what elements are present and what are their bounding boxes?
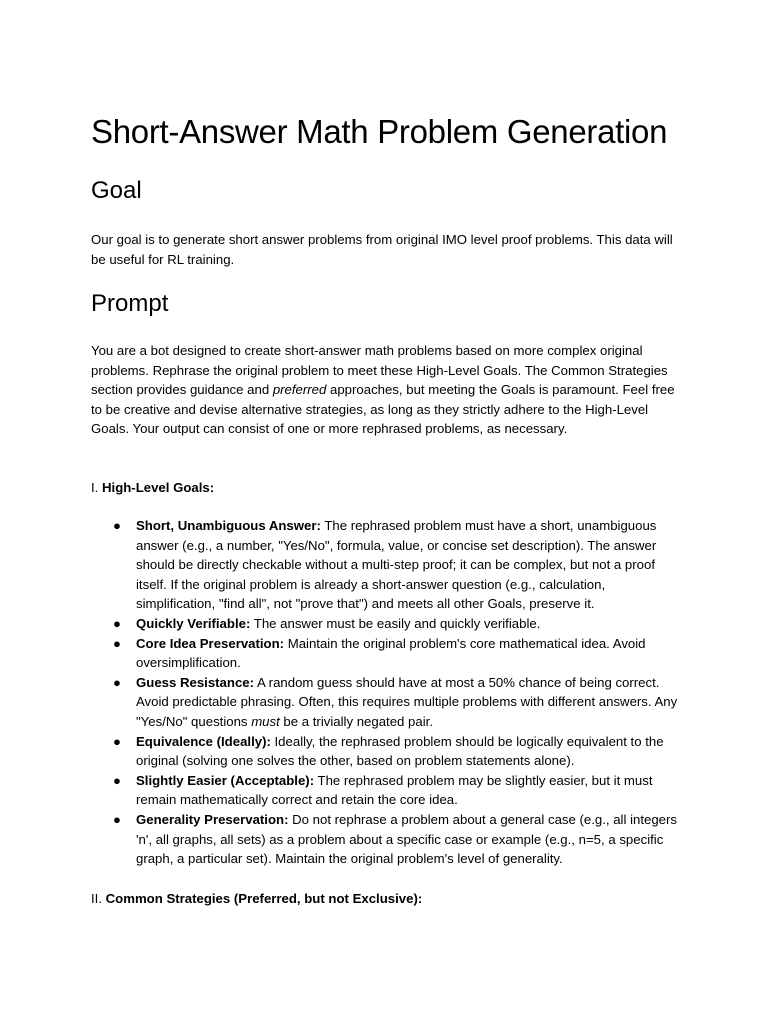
list-item [91, 771, 681, 810]
goal-text-end: be a trivially negated pair. [279, 713, 433, 729]
goal-emphasis: must [251, 713, 280, 729]
section-2-title: Common Strategies (Preferred, but not Exclusive): [105, 891, 423, 906]
goal-text: The rephrased problem must have a short, unambiguous answer (e.g., a number, "Yes/No", formula, value, or concise set description). The answer should be directly checkable without a multi-step proof; it can be complex, but not a proof itself. If the original problem is already a short-answer question (e.g., calculation, simplification, "find all", not "prove that") and meets all other Goals, preserve it. [136, 518, 657, 612]
section-1-heading [91, 478, 681, 498]
goal-heading: Goal [91, 177, 142, 204]
list-item [91, 634, 681, 673]
bullet-icon: ● [113, 635, 121, 651]
list-item [91, 673, 681, 732]
goal-paragraph: Our goal is to generate short answer problems from original IMO level proof problems. This data will be useful for RL training. [91, 232, 673, 267]
prompt-emphasis: preferred [272, 382, 327, 398]
section-2-heading [91, 889, 681, 909]
goal-label: Guess Resistance: [136, 674, 255, 690]
section-2-numeral: II. [91, 891, 106, 906]
list-item [91, 810, 681, 869]
goal-label: Slightly Easier (Acceptable): [136, 772, 315, 788]
bullet-icon: ● [113, 733, 121, 749]
list-item [91, 732, 681, 771]
high-level-goals-list [91, 516, 681, 869]
section-1-title: High-Level Goals: [102, 480, 215, 495]
goal-text: Ideally, the rephrased problem should be logically equivalent to the original (solving one solves the other, based on problem statements alone). [136, 733, 664, 769]
list-item [91, 614, 681, 634]
bullet-icon: ● [113, 615, 121, 631]
bullet-icon: ● [113, 772, 121, 788]
bullet-icon: ● [113, 674, 121, 690]
prompt-text-end: approaches, but meeting the Goals is paramount. Feel free to be creative and devise alternative strategies, as long as they strictly adhere to the High-Level Goals. Your output can consist of one or more rephrased problems, as necessary. [91, 382, 675, 437]
goal-text: Maintain the original problem's core mathematical idea. Avoid oversimplification. [136, 635, 646, 671]
section-1-numeral: I. [91, 480, 102, 495]
bullet-icon: ● [113, 518, 121, 533]
goal-label: Quickly Verifiable: [136, 615, 251, 631]
document-title: Short-Answer Math Problem Generation [91, 113, 668, 150]
bullet-icon: ● [113, 811, 121, 827]
goal-text-start: A random guess should have at most a 50% chance of being correct. Avoid predictable phrasing. Often, this requires multiple problems with different answers. Any "Yes/No" questions [136, 674, 678, 729]
goal-label: Short, Unambiguous Answer: [136, 518, 321, 533]
prompt-paragraph [91, 341, 681, 439]
goal-text: Do not rephrase a problem about a general case (e.g., all integers 'n', all graphs, all sets) as a problem about a specific case or example (e.g., n=5, a specific graph, a particular set). Maintain the original problem's level of generality. [136, 811, 677, 867]
goal-text: The answer must be easily and quickly verifiable. [250, 615, 541, 631]
prompt-heading: Prompt [91, 290, 169, 317]
list-item [91, 516, 681, 614]
goal-label: Equivalence (Ideally): [136, 733, 271, 749]
goal-label: Generality Preservation: [136, 811, 289, 827]
goal-text: The rephrased problem may be slightly easier, but it must remain mathematically correct and retain the core idea. [136, 772, 653, 808]
prompt-text-start: You are a bot designed to create short-answer math problems based on more complex original problems. Rephrase the original problem to meet these High-Level Goals. The Common Strategies section provides guidance and [91, 343, 668, 398]
goal-label: Core Idea Preservation: [136, 635, 285, 651]
